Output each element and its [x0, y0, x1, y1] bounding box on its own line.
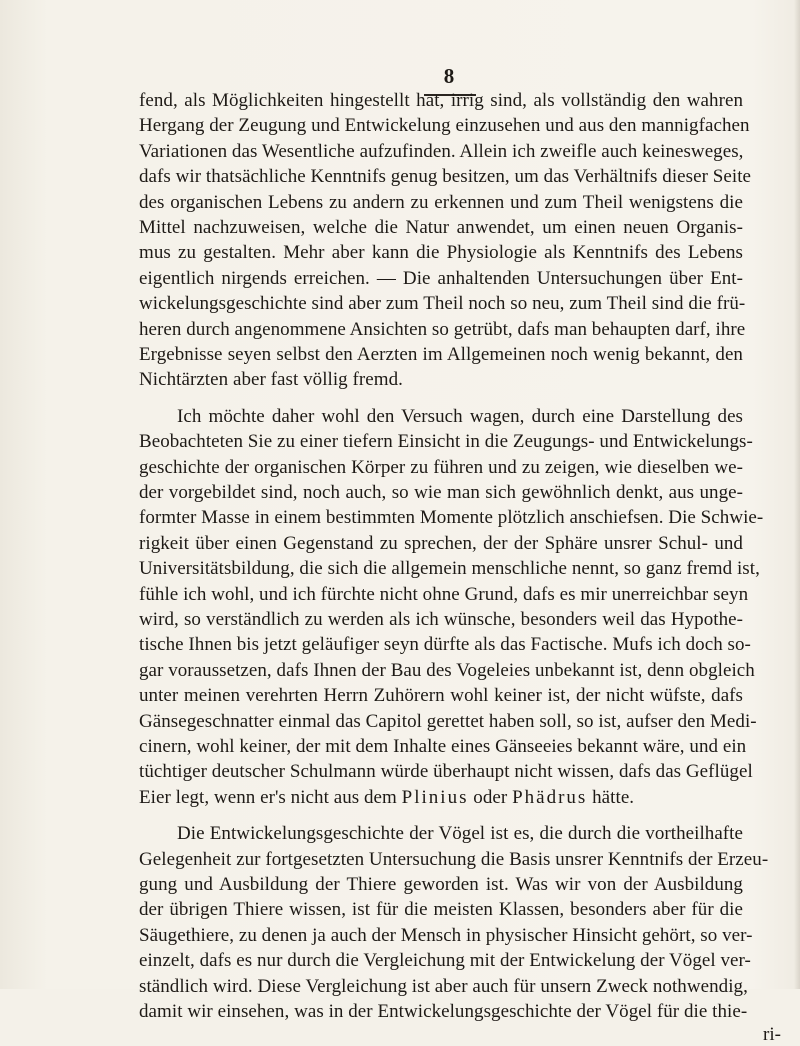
text-line: Hergang der Zeugung und Entwickelung einzusehen und aus den mannigfachen [139, 115, 750, 136]
text-line: Ergebnisse seyen selbst den Aerzten im Allgemeinen noch wenig bekannt, den [139, 344, 743, 365]
text-line: mus zu gestalten. Mehr aber kann die Physiologie als Kenntnifs des Lebens [139, 242, 743, 263]
text-line: fühle ich wohl, und ich fürchte nicht ohne Grund, dafs es mir unerreichbar seyn [139, 584, 749, 605]
text-line: Ich möchte daher wohl den Versuch wagen, durch eine Darstellung des [177, 406, 743, 427]
author-name-phaedrus: Phädrus [512, 787, 588, 808]
text-line: tische Ihnen bis jetzt geläufiger seyn dürfte als das Factische. Mufs ich doch so- [139, 634, 751, 655]
text-fragment: oder [473, 787, 508, 808]
text-line: Gänsegeschnatter einmal das Capitol gerettet haben soll, so ist, aufser den Medi- [139, 711, 757, 732]
text-line: geschichte der organischen Körper zu führen und zu zeigen, wie dieselben we- [139, 457, 743, 478]
text-line: heren durch angenommene Ansichten so getrübt, dafs man behaupten darf, ihre [139, 319, 746, 340]
text-line: des organischen Lebens zu andern zu erkennen und zum Theil wenigstens die [139, 192, 743, 213]
text-line: Säugethiere, zu denen ja auch der Mensch in physischer Hinsicht gehört, so ver- [139, 925, 753, 946]
text-line: unter meinen verehrten Herrn Zuhörern wohl keiner ist, der nicht wüfste, dafs [139, 685, 743, 706]
text-line: Nichtärzten aber fast völlig fremd. [139, 369, 403, 390]
text-line: Variationen das Wesentliche aufzufinden. Allein ich zweifle auch keinesweges, [139, 141, 744, 162]
text-line: formter Masse in einem bestimmten Momente plötzlich anschiefsen. Die Schwie- [139, 507, 764, 528]
text-line: fend, als Möglichkeiten hingestellt hat, irrig sind, als vollständig den wahren [139, 90, 743, 111]
page-number: 8 [443, 64, 455, 88]
author-name-plinius: Plinius [401, 787, 469, 808]
text-line: einzelt, dafs es nur durch die Vergleichung mit der Entwickelung der Vögel ver- [139, 950, 751, 971]
text-line: Mittel nachzuweisen, welche die Natur anwendet, um einen neuen Organis- [139, 217, 743, 238]
text-line: damit wir einsehen, was in der Entwickelungsgeschichte der Vögel für die thie- [139, 1001, 748, 1022]
text-line: der übrigen Thiere wissen, ist für die meisten Klassen, besonders aber für die [139, 899, 743, 920]
text-line: wird, so verständlich zu werden als ich wünsche, besonders weil das Hypothe- [139, 609, 743, 630]
text-line: der vorgebildet sind, noch auch, so wie man sich gewöhnlich denkt, aus unge- [139, 482, 743, 503]
text-line: cinern, wohl keiner, der mit dem Inhalte eines Gänseeies bekannt wäre, und ein [139, 736, 747, 757]
page-edge-shadow [794, 0, 800, 989]
text-line: wickelungsgeschichte sind aber zum Theil noch so neu, zum Theil sind die frü- [139, 293, 746, 314]
text-line: gar voraussetzen, dafs Ihnen der Bau des Vogeleies unbekannt ist, denn obgleich [139, 660, 755, 681]
text-line: Gelegenheit zur fortgesetzten Untersuchung die Basis unsrer Kenntnifs der Erzeu- [139, 849, 769, 870]
text-line: tüchtiger deutscher Schulmann würde überhaupt nicht wissen, dafs das Geflügel [139, 761, 753, 782]
text-line: rigkeit über einen Gegenstand zu sprechen, der der Sphäre unsrer Schul- und [139, 533, 743, 554]
text-fragment: Eier legt, wenn er's nicht aus dem [139, 787, 397, 808]
text-line: Die Entwickelungsgeschichte der Vögel ist es, die durch die vortheilhafte [177, 823, 743, 844]
text-line: gung und Ausbildung der Thiere geworden ist. Was wir von der Ausbildung [139, 874, 743, 895]
text-line: ständlich wird. Diese Vergleichung ist aber auch für unsern Zweck nothwendig, [139, 976, 748, 997]
catchword: ri- [763, 1024, 781, 1045]
text-line-final [139, 785, 634, 811]
text-line: dafs wir thatsächliche Kenntnifs genug besitzen, um das Verhältnifs dieser Seite [139, 166, 752, 187]
text-fragment: hätte. [592, 787, 635, 808]
text-line: eigentlich nirgends erreichen. — Die anhaltenden Untersuchungen über Ent- [139, 268, 743, 289]
text-line: Universitätsbildung, die sich die allgemein menschliche nennt, so ganz fremd ist, [139, 558, 760, 579]
text-line: Beobachteten Sie zu einer tiefern Einsicht in die Zeugungs- und Entwickelungs- [139, 431, 753, 452]
